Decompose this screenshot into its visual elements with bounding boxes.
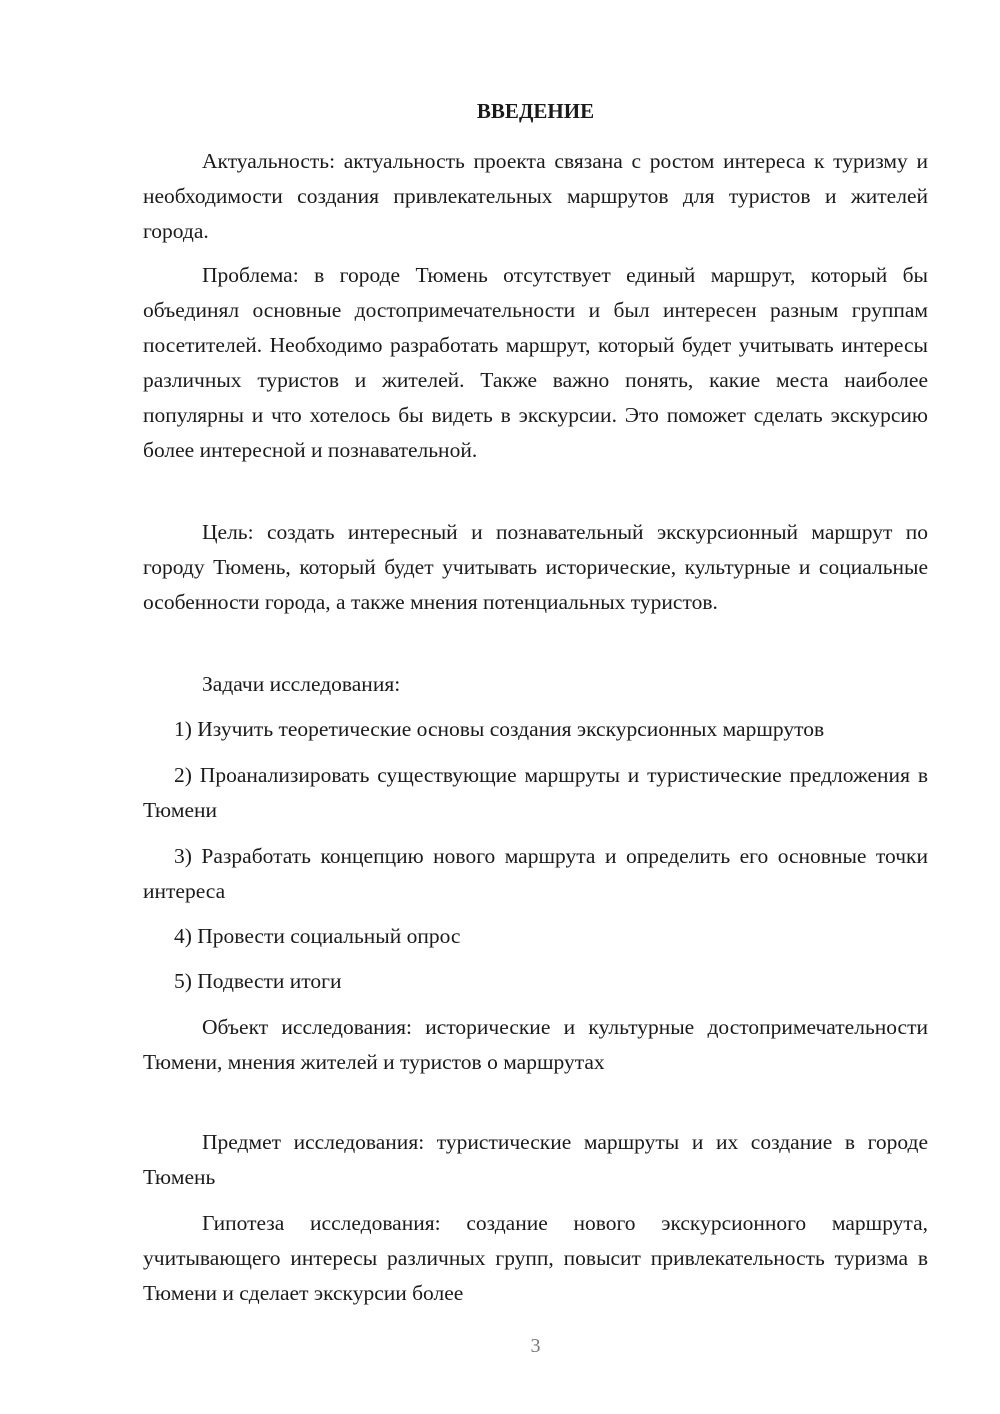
task-item-1: 1) Изучить теоретические основы создания экскурсионных маршрутов xyxy=(174,717,825,741)
page-number: 3 xyxy=(530,1335,541,1357)
task-item-4: 4) Провести социальный опрос xyxy=(174,924,461,948)
subject-paragraph: Предмет исследования: туристические маршруты и их создание в городе Тюмень xyxy=(143,1130,928,1189)
tasks-heading: Задачи исследования: xyxy=(202,672,401,696)
problem-paragraph: Проблема: в городе Тюмень отсутствует единый маршрут, который бы объединял основные достопримечательности и был интересен разным группам посетителей. Необходимо разработать маршрут, который будет учитывать интересы различных туристов и жителей. Также важно понять, какие места наиболее популярны и что хотелось бы видеть в экскурсии. Это поможет сделать экскурсию более интересной и познавательной. xyxy=(143,263,928,462)
task-item-5: 5) Подвести итоги xyxy=(174,969,342,993)
page-title: ВВЕДЕНИЕ xyxy=(476,99,595,123)
task-item-3: 3) Разработать концепцию нового маршрута и определить его основные точки интереса xyxy=(143,844,928,903)
goal-paragraph: Цель: создать интересный и познавательный экскурсионный маршрут по городу Тюмень, который будет учитывать исторические, культурные и социальные особенности города, а также мнения потенциальных туристов. xyxy=(143,520,928,614)
object-paragraph: Объект исследования: исторические и культурные достопримечательности Тюмени, мнения жителей и туристов о маршрутах xyxy=(143,1015,928,1074)
task-item-2: 2) Проанализировать существующие маршруты и туристические предложения в Тюмени xyxy=(143,763,928,822)
relevance-paragraph: Актуальность: актуальность проекта связана с ростом интереса к туризму и необходимости создания привлекательных маршрутов для туристов и жителей города. xyxy=(143,149,928,243)
hypothesis-paragraph: Гипотеза исследования: создание нового экскурсионного маршрута, учитывающего интересы различных групп, повысит привлекательность туризма в Тюмени и сделает экскурсии более xyxy=(143,1211,928,1305)
